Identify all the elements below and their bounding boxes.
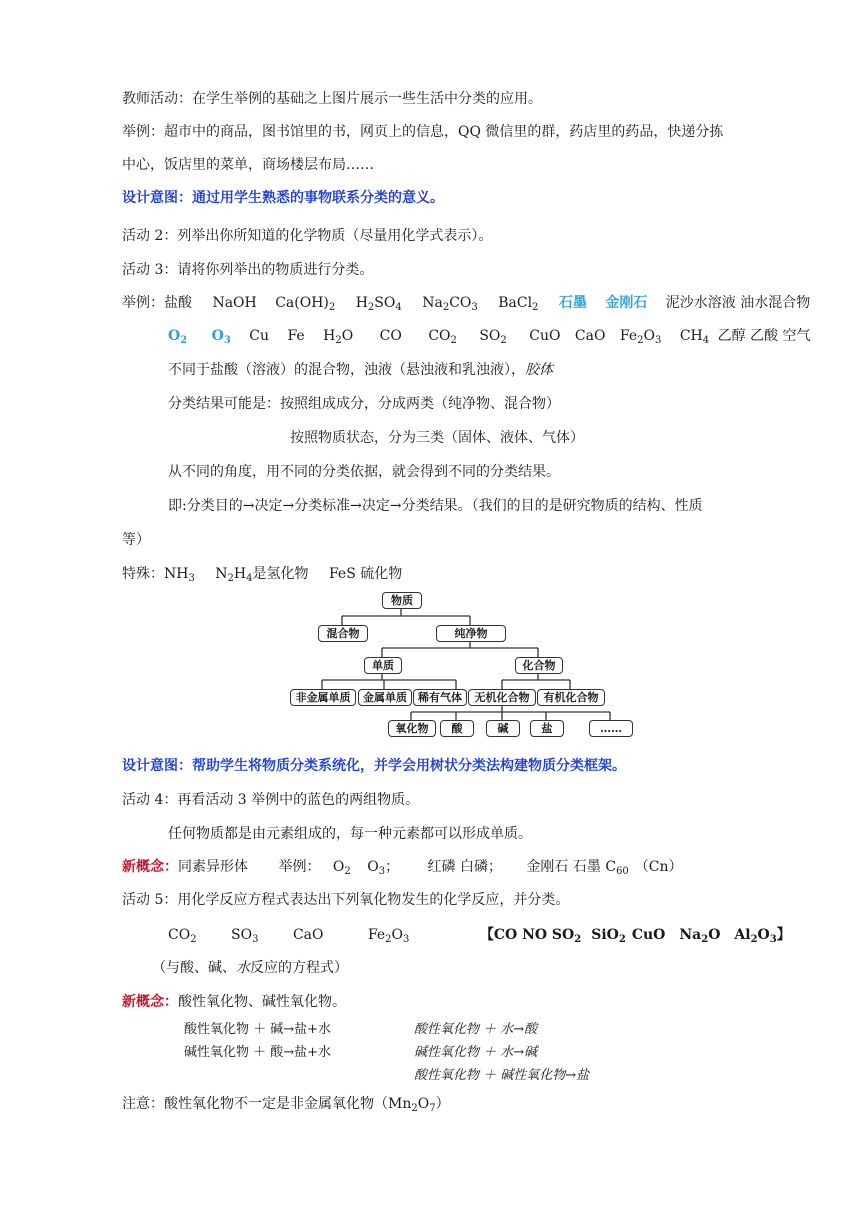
formula: NaOH [212,295,257,311]
highlight-graphite: 石墨 [558,295,587,311]
subscript: 3 [471,302,478,313]
text-line: 等） [122,532,150,548]
text-line: 举例：超市中的商品，图书馆里的书，网页上的信息，QQ 微信里的群，药店里的药品，快递分拣 [122,124,724,140]
subscript: 3 [655,335,662,346]
text-line: 中心，饭店里的菜单，商场楼层布局…… [122,157,374,173]
bracket-oxides: 【CO NO $SO_2$ SiO$_2$ CuO $Na_2O$ $Al_2O_3$】 [479,927,791,945]
formula: O [643,328,656,344]
formula: SO [479,328,501,344]
formula: SO [374,295,396,311]
design-intent-heading: 设计意图：通过用学生熟悉的事物联系分类的意义。 [122,190,444,206]
note-line: 注意：酸性氧化物不一定是非金属氧化物$(Mn_2O_7)$ [122,1096,450,1114]
formula: Fe [619,328,638,344]
italic-colloid: 胶体 [525,362,553,378]
tree-node-acid: 酸 [440,720,474,737]
subscript: 2 [450,335,457,346]
text: 泥沙水溶液 油水混合物 [665,295,811,311]
equation: 碱性氧化物 ＋ 水→碱 [414,1045,538,1060]
formula: CO [379,328,402,344]
formula: CuO [529,328,561,344]
text-line: 从不同的角度，用不同的分类依据，就会得到不同的分类结果。 [168,464,560,480]
text-line: 不同于盐酸（溶液）的混合物，浊液（悬浊液和乳浊液），胶体 [168,362,553,378]
tree-node-nonmetal: 非金属单质 [290,689,356,706]
equation: 酸性氧化物 ＋ 水→酸 [414,1022,538,1037]
tree-node-compound: 化合物 [515,657,563,674]
tree-node-element: 单质 [364,657,402,674]
equation: 碱性氧化物 ＋ 酸→盐+水 [184,1045,332,1060]
tree-node-oxide: 氧化物 [388,720,436,737]
formula: CO [428,328,451,344]
new-concept-label: 新概念： [122,994,178,1010]
special-cases: 特殊：$NH_3$ $N_2H_4$是氢化物 FeS 硫化物 [122,566,403,584]
subscript: 2 [532,302,539,313]
formula: CaO [574,328,606,344]
tree-node-root: 物质 [382,592,422,609]
text-line: 即:分类目的→决定→分类标准→决定→分类结果。（我们的目的是研究物质的结构、性质 [168,498,703,514]
subscript: 2 [328,302,336,313]
tree-node-base: 碱 [486,720,520,737]
text-line: 分类结果可能是：按照组成成分，分成两类（纯净物、混合物） [168,396,560,412]
subscript: 4 [702,335,710,346]
equation: 酸性氧化物 ＋ 碱→盐+水 [184,1022,332,1037]
design-intent-heading: 设计意图：帮助学生将物质分类系统化，并学会用树状分类法构建物质分类框架。 [122,758,626,774]
subscript: 2 [335,335,342,346]
formula: CO [449,295,472,311]
new-concept-allotropes: 新概念：同素异形体 举例： $O_2$ $O_3$； 红磷 白磷； 金刚石 石墨 $C_{60}$ （Cn） [122,859,683,877]
tree-node-pure: 纯净物 [436,625,506,642]
subscript: 4 [395,302,402,313]
tree-node-salt: 盐 [530,720,564,737]
text-line: 任何物质都是由元素组成的，每一种元素都可以形成单质。 [168,826,532,842]
new-concept-oxides: 新概念：酸性氧化物、碱性氧化物。 [122,994,346,1010]
text: 举例：盐酸 [122,295,192,311]
oxide-list: $CO_2$ $SO_3$ CaO $Fe_2O_3$ 【CO NO $SO_2$ SiO$_2$ CuO $Na_2O$ $Al_2O_3$】 [168,927,791,945]
text-line: 按照物质状态，分为三类（固体、液体、气体） [290,430,584,446]
text-line: 活动 5：用化学反应方程式表达出下列氧化物发生的化学反应，并分类。 [122,892,570,908]
text-line: 教师活动：在学生举例的基础之上图片展示一些生活中分类的应用。 [122,91,542,107]
subscript: 2 [637,335,644,346]
tree-node-metal: 金属单质 [358,689,412,706]
formula: H [323,328,336,344]
equation: 酸性氧化物 ＋ 碱性氧化物→盐 [414,1068,590,1083]
new-concept-label: 新概念： [122,859,178,875]
text-line: 活动 2：列举出你所知道的化学物质（尽量用化学式表示）。 [122,228,493,244]
formula: Ca(OH) [275,295,329,311]
formula: Cu [249,328,269,344]
formula: Fe [287,328,305,344]
text-line: （与酸、碱、水反应的方程式） [152,960,348,976]
tree-node-mixture: 混合物 [318,625,368,642]
tree-node-more: …… [589,720,633,737]
text-line: 活动 4：再看活动 3 举例中的蓝色的两组物质。 [122,792,420,808]
formula: BaCl [498,295,533,311]
text-line: 活动 3：请将你列举出的物质进行分类。 [122,262,374,278]
formula: CH [679,328,703,344]
tree-node-organic: 有机化合物 [537,689,605,706]
formula: O [341,328,354,344]
highlight-o2: $O_2$ [168,328,188,346]
tree-node-inorganic: 无机化合物 [468,689,536,706]
subscript: 2 [442,302,450,313]
highlight-o3: $O_3$ [211,328,231,346]
formula: Na [422,295,443,311]
formula: H [355,295,368,311]
text: 乙醇 乙酸 空气 [717,328,811,344]
subscript: 2 [500,335,507,346]
highlight-diamond: 金刚石 [605,295,648,311]
subscript: 2 [367,302,375,313]
tree-node-noble-gas: 稀有气体 [413,689,467,706]
